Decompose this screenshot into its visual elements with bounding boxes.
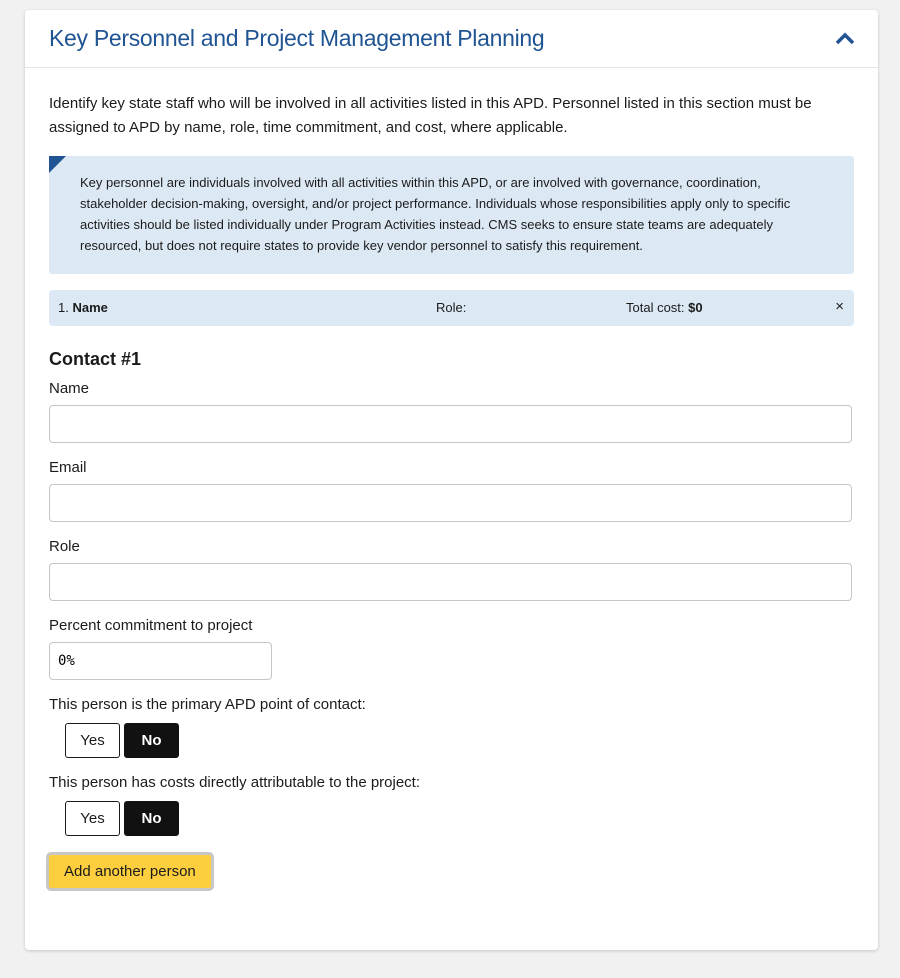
name-label: Name [49, 380, 90, 397]
email-field-group [49, 459, 854, 522]
remove-person-close-icon[interactable]: × [835, 298, 844, 315]
summary-role: Role: [436, 300, 467, 315]
chevron-up-icon[interactable] [834, 30, 856, 46]
primary-contact-toggle [65, 723, 854, 758]
summary-name-value: Name [72, 300, 108, 315]
summary-cost [626, 300, 703, 315]
primary-no-button[interactable]: No [124, 723, 179, 758]
cost-value: $0 [688, 300, 703, 315]
key-personnel-card [25, 10, 878, 950]
add-another-person-button[interactable]: Add another person [46, 852, 214, 891]
alert-corner-icon [49, 156, 66, 173]
percent-label: Percent commitment to project [49, 617, 253, 634]
role-field-group [49, 538, 854, 601]
name-input[interactable] [49, 405, 852, 443]
costs-no-button[interactable]: No [124, 801, 179, 836]
summary-index: 1. [58, 300, 69, 315]
card-header[interactable] [25, 10, 878, 68]
cost-label: Total cost: [626, 300, 685, 315]
primary-contact-label: This person is the primary APD point of contact: [49, 696, 366, 713]
costs-yes-button[interactable]: Yes [65, 801, 120, 836]
personnel-summary-row[interactable] [49, 290, 854, 326]
role-label: Role [49, 538, 80, 555]
info-alert [49, 156, 854, 274]
intro-text: Identify key state staff who will be involved in all activities listed in this APD. Personnel listed in this section must be assigned to APD by name, role, time commitment, and cost, where applicable. [49, 95, 812, 136]
has-costs-label: This person has costs directly attributable to the project: [49, 774, 421, 791]
primary-contact-group [49, 696, 854, 758]
role-input[interactable] [49, 563, 852, 601]
primary-yes-button[interactable]: Yes [65, 723, 120, 758]
summary-name [58, 300, 108, 315]
alert-text: Key personnel are individuals involved with all activities within this APD, or are involved with governance, coordination, stakeholder decision-making, oversight, and/or project performance. Individuals whose responsibilities apply only to specific activities should be listed individually under Program Activities instead. CMS seeks to ensure state teams are adequately resourced, but does not require states to provide key vendor personnel to satisfy this requirement. [80, 175, 791, 253]
percent-commitment-input[interactable] [49, 642, 272, 680]
has-costs-toggle [65, 801, 854, 836]
section-content [49, 68, 854, 891]
email-label: Email [49, 459, 87, 476]
has-costs-group [49, 774, 854, 836]
percent-field-group [49, 617, 854, 680]
section-title: Key Personnel and Project Management Planning [49, 25, 545, 51]
name-field-group [49, 380, 854, 443]
contact-title: Contact #1 [49, 349, 142, 369]
email-input[interactable] [49, 484, 852, 522]
